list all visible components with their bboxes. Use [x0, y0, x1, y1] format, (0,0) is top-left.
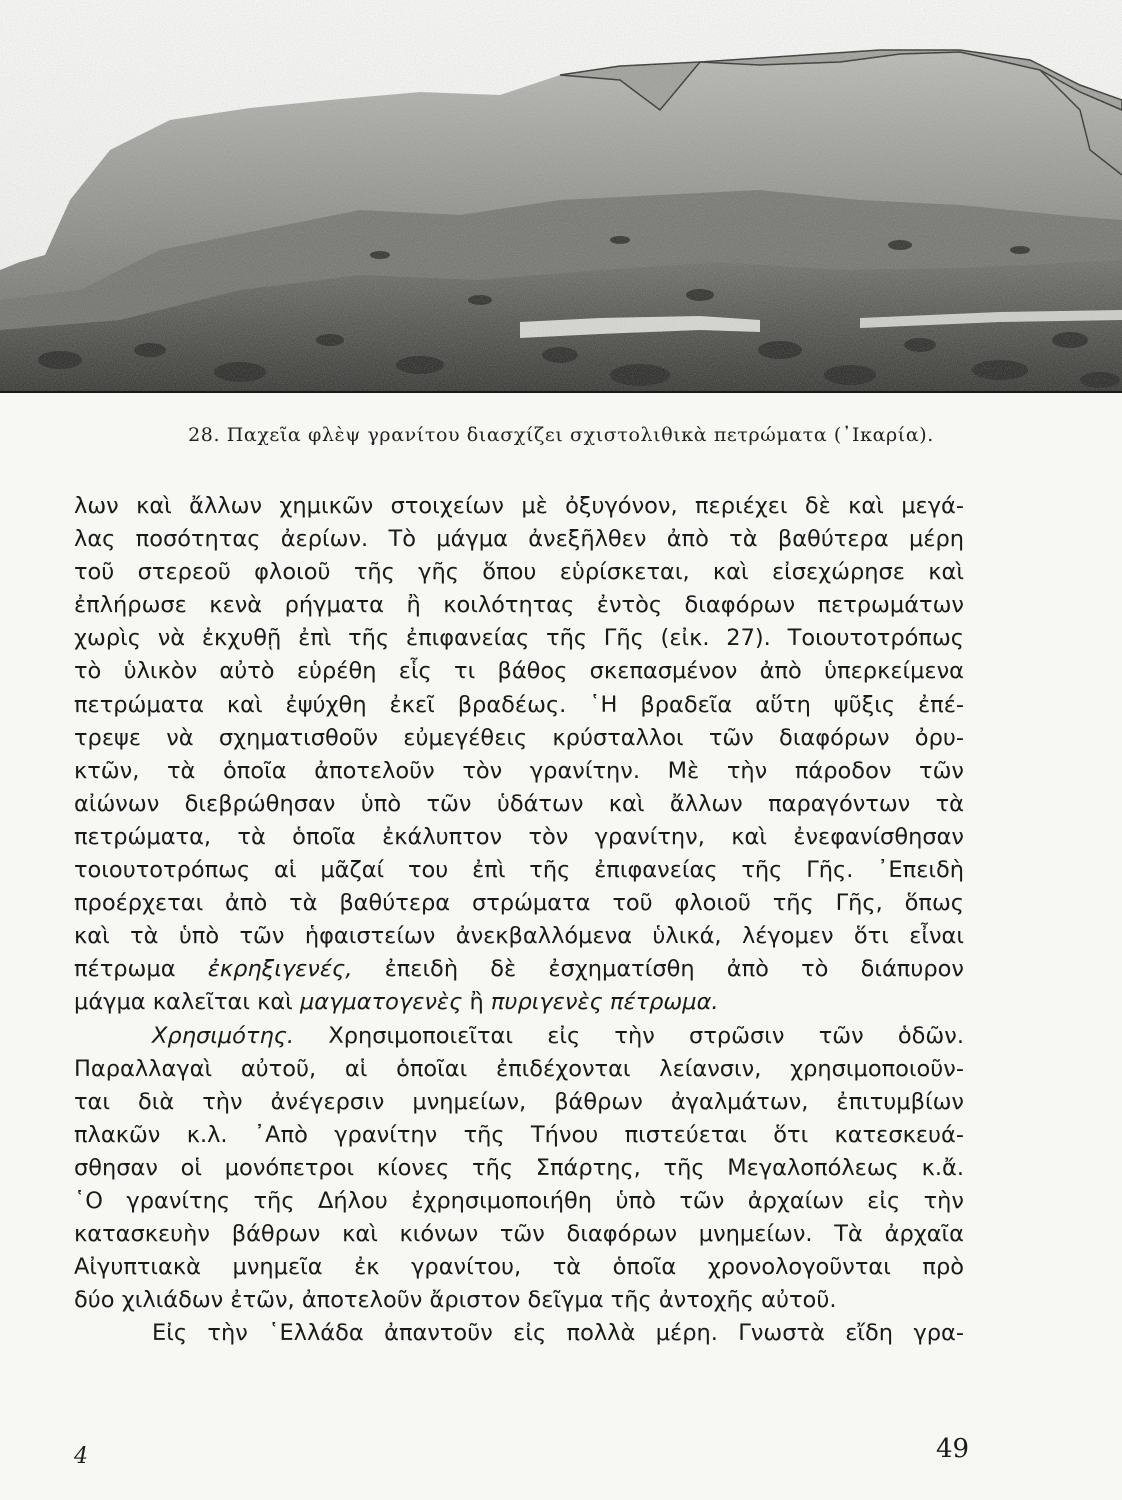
text-line: Αἰγυπτιακὰ μνημεῖα ἐκ γρανίτου, τὰ ὁποῖα χρονολογοῦνται πρὸ — [74, 1254, 964, 1281]
text-line: ῾Ο γρανίτης τῆς Δήλου ἐχρησιμοποιήθη ὑπὸ τῶν ἀρχαίων εἰς τὴν — [74, 1187, 964, 1214]
text-line: πετρώματα, τὰ ὁποῖα ἐκάλυπτον τὸν γρανίτην, καὶ ἐνεφανίσθησαν — [74, 823, 964, 850]
text-line: τρεψε νὰ σχηματισθοῦν εὐμεγέθεις κρύσταλλοι τῶν διαφόρων ὀρυ- — [74, 724, 964, 751]
text-line: καὶ τὰ ὑπὸ τῶν ἡφαιστείων ἀνεκβαλλόμενα ὑλικά, λέγομεν ὅτι εἶναι — [74, 923, 964, 950]
text-line: Παραλλαγαὶ αὐτοῦ, αἱ ὁποῖαι ἐπιδέχονται λείανσιν, χρησιμοποιοῦν- — [74, 1055, 964, 1082]
text-line: δύο χιλιάδων ἐτῶν, ἀποτελοῦν ἄριστον δεῖγμα τῆς ἀντοχῆς αὐτοῦ. — [74, 1287, 837, 1314]
term-italic: μαγματογενὲς — [299, 989, 463, 1016]
text-line: κτῶν, τὰ ὁποῖα ἀποτελοῦν τὸν γρανίτην. Μὲ τὴν πάροδον τῶν — [74, 757, 964, 784]
text-segment: ἢ — [462, 989, 491, 1016]
text-line — [74, 1020, 964, 1053]
text-line: πετρώματα καὶ ἐψύχθη ἐκεῖ βραδέως. ῾Η βραδεῖα αὕτη ψῦξις ἐπέ- — [74, 691, 964, 718]
text-segment: πέτρωμα — [74, 956, 208, 983]
text-line: Εἰς τὴν ῾Ελλάδα ἀπαντοῦν εἰς πολλὰ μέρη. Γνωστὰ εἴδη γρα- — [152, 1320, 964, 1347]
body-text — [74, 490, 964, 1350]
text-line: χωρὶς νὰ ἐκχυθῇ ἐπὶ τῆς ἐπιφανείας τῆς Γῆς (εἰκ. 27). Τοιουτοτρόπως — [74, 625, 964, 652]
text-line: πλακῶν κ.λ. ᾿Απὸ γρανίτην τῆς Τήνου πιστεύεται ὅτι κατεσκευά- — [74, 1121, 964, 1148]
text-line: τοιουτοτρόπως αἱ μᾶζαί του ἐπὶ τῆς ἐπιφανείας τῆς Γῆς. ᾿Επειδὴ — [74, 857, 964, 884]
text-line: ἐπλήρωσε κενὰ ρήγματα ἢ κοιλότητας ἐντὸς διαφόρων πετρωμάτων — [74, 592, 964, 619]
text-line — [74, 953, 964, 986]
text-line: αἰώνων διεβρώθησαν ὑπὸ τῶν ὑδάτων καὶ ἄλλων παραγόντων τὰ — [74, 790, 964, 817]
text-segment: ἐπειδὴ δὲ ἐσχηματίσθη ἀπὸ τὸ διάπυρον — [352, 956, 964, 983]
text-line: λων καὶ ἄλλων χημικῶν στοιχείων μὲ ὀξυγόνον, περιέχει δὲ καὶ μεγά- — [74, 493, 964, 519]
signature-mark: 4 — [74, 1444, 88, 1469]
text-line: τὸ ὑλικὸν αὐτὸ εὑρέθη εἷς τι βάθος σκεπασμένον ἀπὸ ὑπερκείμενα — [74, 658, 964, 685]
text-line: λας ποσότητας ἀερίων. Τὸ μάγμα ἀνεξῆλθεν ἀπὸ τὰ βαθύτερα μέρη — [74, 526, 964, 553]
page-number: 49 — [936, 1434, 970, 1464]
section-heading: Χρησιμότης. — [152, 1022, 295, 1049]
text-line: κατασκευὴν βάθρων καὶ κιόνων τῶν διαφόρων μνημείων. Τὰ ἀρχαῖα — [74, 1221, 964, 1248]
text-line: σθησαν οἱ μονόπετροι κίονες τῆς Σπάρτης, τῆς Μεγαλοπόλεως κ.ἄ. — [74, 1154, 964, 1181]
text-line — [74, 986, 964, 1019]
text-segment: Χρησιμοποιεῖται εἰς τὴν στρῶσιν τῶν ὁδῶν. — [294, 1022, 964, 1049]
term-italic: πυριγενὲς πέτρωμα. — [490, 989, 719, 1016]
text-line: ται διὰ τὴν ἀνέγερσιν μνημείων, βάθρων ἀγαλμάτων, ἐπιτυμβίων — [74, 1088, 964, 1115]
text-line: τοῦ στερεοῦ φλοιοῦ τῆς γῆς ὅπου εὑρίσκεται, καὶ εἰσεχώρησε καὶ — [74, 559, 964, 586]
figure-caption: 28. Παχεῖα φλὲψ γρανίτου διασχίζει σχιστολιθικὰ πετρώματα (᾿Ικαρία). — [188, 424, 934, 446]
landscape-photo — [0, 0, 1122, 393]
term-italic: ἐκρηξιγενές, — [207, 956, 353, 983]
text-line: προέρχεται ἀπὸ τὰ βαθύτερα στρώματα τοῦ φλοιοῦ τῆς Γῆς, ὅπως — [74, 890, 964, 917]
text-segment: μάγμα καλεῖται καὶ — [74, 989, 300, 1016]
